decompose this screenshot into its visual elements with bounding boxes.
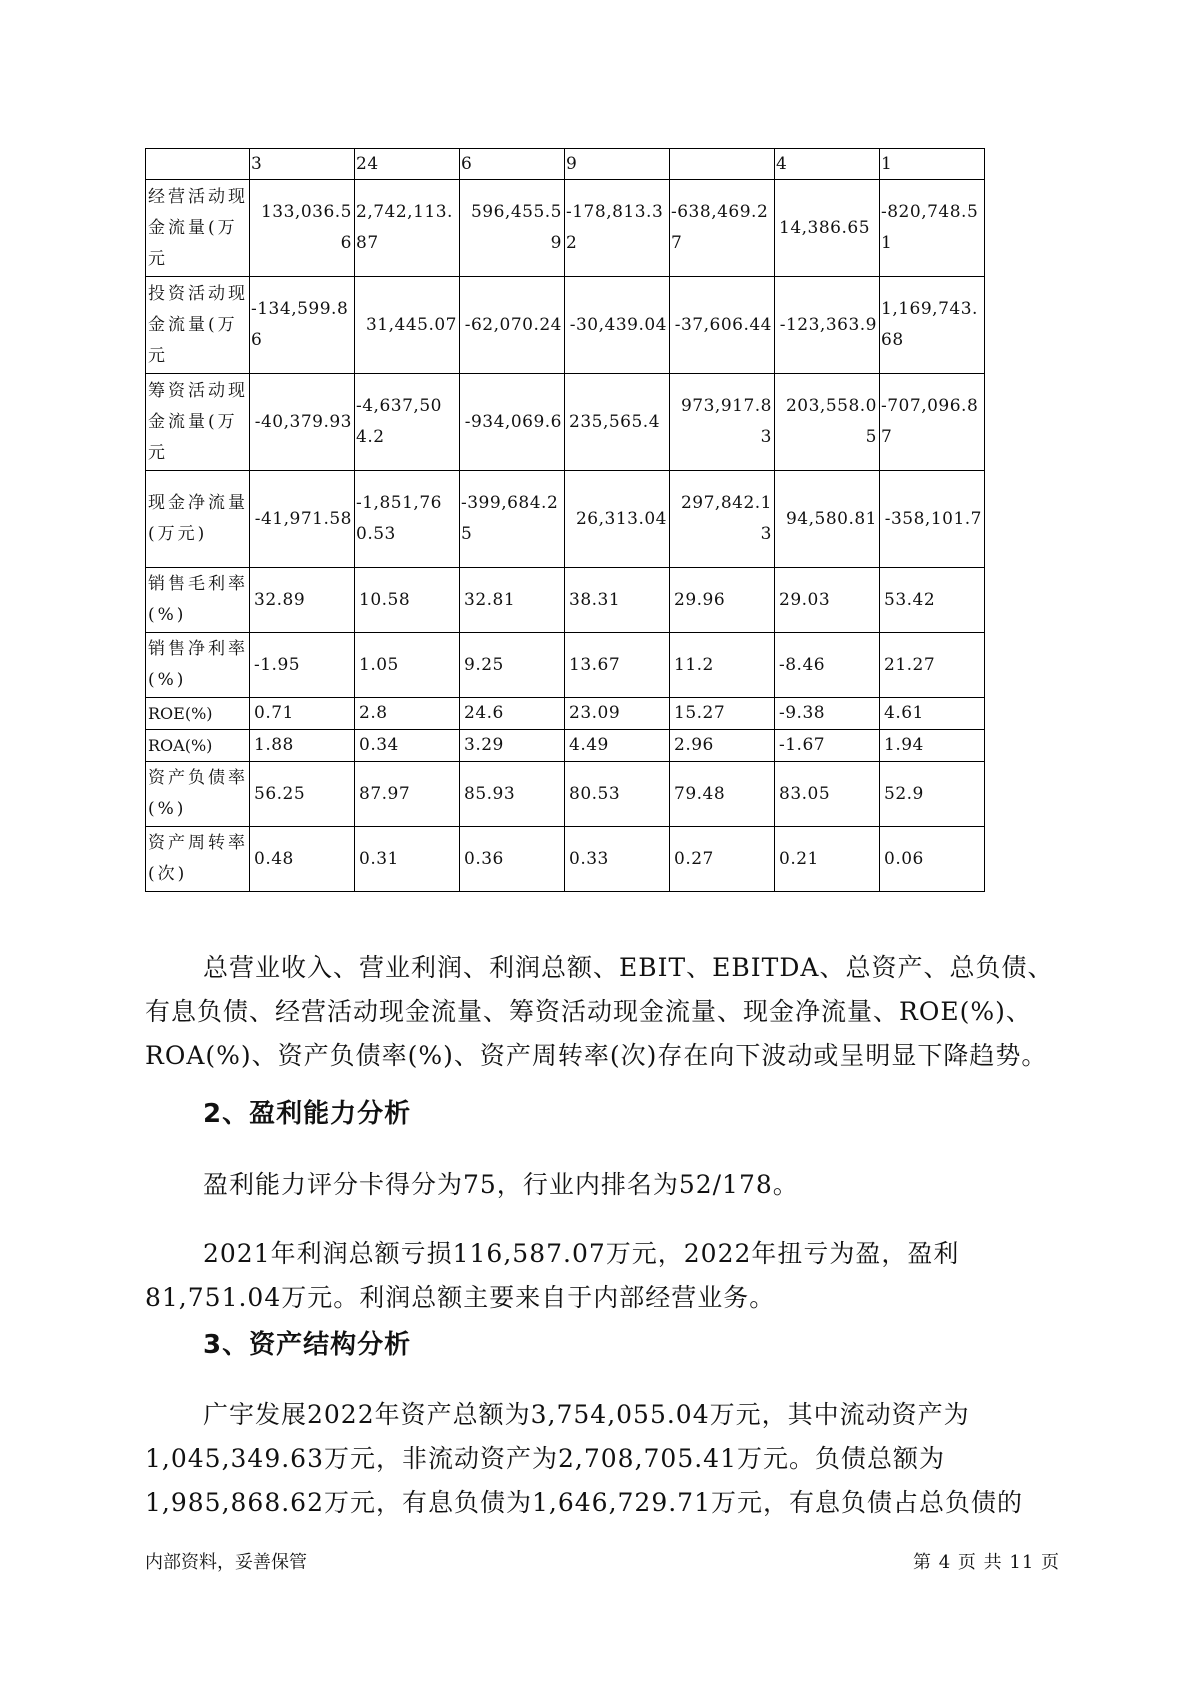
table-cell: 56.25: [250, 762, 355, 827]
table-cell: 0.21: [775, 827, 880, 892]
table-row: [146, 277, 985, 374]
section-heading-asset-structure: 3、资产结构分析: [203, 1330, 412, 1360]
table-header-cell: 4: [775, 149, 880, 180]
row-label: ROE(%): [146, 698, 250, 730]
table-cell: 26,313.04: [565, 471, 670, 568]
table-cell: 1.88: [250, 730, 355, 762]
table-cell: 53.42: [880, 568, 985, 633]
table-cell: 203,558.05: [775, 374, 880, 471]
table-cell: 29.03: [775, 568, 880, 633]
table-cell: -820,748.51: [880, 180, 985, 277]
table-cell: 1.94: [880, 730, 985, 762]
table-cell: -30,439.04: [565, 277, 670, 374]
table-cell: -123,363.9: [775, 277, 880, 374]
table-cell: 11.2: [670, 633, 775, 698]
table-cell: 38.31: [565, 568, 670, 633]
table-cell: 596,455.59: [460, 180, 565, 277]
profitability-score-text: 盈利能力评分卡得分为75，行业内排名为52/178。: [203, 1170, 799, 1199]
table-cell: 3.29: [460, 730, 565, 762]
table-cell: -1.95: [250, 633, 355, 698]
table-cell: 29.96: [670, 568, 775, 633]
table-row: [146, 698, 985, 730]
table-cell: -37,606.44: [670, 277, 775, 374]
table-row: [146, 633, 985, 698]
table-cell: 85.93: [460, 762, 565, 827]
table-cell: -40,379.93: [250, 374, 355, 471]
table-header-cell: [146, 149, 250, 180]
table-cell: 0.27: [670, 827, 775, 892]
table-cell: 297,842.13: [670, 471, 775, 568]
table-cell: 13.67: [565, 633, 670, 698]
row-label: 销售净利率(%): [146, 633, 250, 698]
table-cell: -934,069.6: [460, 374, 565, 471]
table-cell: 0.36: [460, 827, 565, 892]
table-cell: -134,599.86: [250, 277, 355, 374]
row-label: 经营活动现金流量(万元: [146, 180, 250, 277]
table-cell: 80.53: [565, 762, 670, 827]
table-header-cell: 24: [355, 149, 460, 180]
row-label: ROA(%): [146, 730, 250, 762]
table-cell: 0.48: [250, 827, 355, 892]
table-cell: 235,565.4: [565, 374, 670, 471]
table-cell: 4.49: [565, 730, 670, 762]
table-cell: 32.81: [460, 568, 565, 633]
table-header-cell: [670, 149, 775, 180]
table-cell: 133,036.56: [250, 180, 355, 277]
table-cell: 14,386.65: [775, 180, 880, 277]
trend-paragraph: [145, 946, 1065, 1078]
table-row: [146, 374, 985, 471]
row-label: 资产周转率(次): [146, 827, 250, 892]
table-cell: 4.61: [880, 698, 985, 730]
table-cell: 24.6: [460, 698, 565, 730]
table-cell: -62,070.24: [460, 277, 565, 374]
table-cell: 94,580.81: [775, 471, 880, 568]
table-cell: -707,096.87: [880, 374, 985, 471]
table-cell: -399,684.25: [460, 471, 565, 568]
table-cell: 1,169,743.68: [880, 277, 985, 374]
row-label: 筹资活动现金流量(万元: [146, 374, 250, 471]
table-cell: 21.27: [880, 633, 985, 698]
table-header-cell: 9: [565, 149, 670, 180]
table-cell: -1.67: [775, 730, 880, 762]
table-cell: 2,742,113.87: [355, 180, 460, 277]
section-heading-profitability: 2、盈利能力分析: [203, 1099, 412, 1129]
table-cell: -178,813.32: [565, 180, 670, 277]
table-cell: 32.89: [250, 568, 355, 633]
table-row: [146, 827, 985, 892]
table-cell: 9.25: [460, 633, 565, 698]
table-cell: -41,971.58: [250, 471, 355, 568]
table-header-cell: 6: [460, 149, 565, 180]
table-cell: 79.48: [670, 762, 775, 827]
table-cell: -9.38: [775, 698, 880, 730]
table-cell: -8.46: [775, 633, 880, 698]
table-cell: 0.33: [565, 827, 670, 892]
table-cell: -4,637,504.2: [355, 374, 460, 471]
table-cell: -358,101.7: [880, 471, 985, 568]
table-cell: -1,851,760.53: [355, 471, 460, 568]
footer-page-number: 第 4 页 共 11 页: [913, 1552, 1060, 1573]
table-row: [146, 730, 985, 762]
table-cell: 87.97: [355, 762, 460, 827]
table-cell: 0.34: [355, 730, 460, 762]
table-row: [146, 180, 985, 277]
footer-confidential-note: 内部资料，妥善保管: [145, 1552, 307, 1573]
profit-total-paragraph: [145, 1232, 1065, 1320]
profitability-score-paragraph: [145, 1163, 1065, 1207]
row-label: 销售毛利率(%): [146, 568, 250, 633]
row-label: 资产负债率(%): [146, 762, 250, 827]
table-cell: 23.09: [565, 698, 670, 730]
table-header-row: [146, 149, 985, 180]
trend-paragraph-text: 总营业收入、营业利润、利润总额、EBIT、EBITDA、总资产、总负债、有息负债、经营活动现金流量、筹资活动现金流量、现金净流量、ROE(%)、ROA(%)、资产负债率(%)、资产周转率(次)存在向下波动或呈明显下降趋势。: [145, 953, 1054, 1070]
table-cell: 973,917.83: [670, 374, 775, 471]
table-cell: 2.8: [355, 698, 460, 730]
table-cell: 52.9: [880, 762, 985, 827]
table-header-cell: 3: [250, 149, 355, 180]
row-label: 投资活动现金流量(万元: [146, 277, 250, 374]
asset-structure-text: 广宇发展2022年资产总额为3,754,055.04万元，其中流动资产为1,045,349.63万元，非流动资产为2,708,705.41万元。负债总额为1,985,868.62万元，有息负债为1,646,729.71万元，有息负债占总负债的: [145, 1400, 1023, 1517]
table-cell: 1.05: [355, 633, 460, 698]
row-label: 现金净流量(万元): [146, 471, 250, 568]
table-header-cell: 1: [880, 149, 985, 180]
profit-total-text: 2021年利润总额亏损116,587.07万元，2022年扭亏为盈，盈利81,751.04万元。利润总额主要来自于内部经营业务。: [145, 1239, 960, 1312]
table-row: [146, 762, 985, 827]
table-cell: 10.58: [355, 568, 460, 633]
table-cell: -638,469.27: [670, 180, 775, 277]
table-cell: 15.27: [670, 698, 775, 730]
table-cell: 2.96: [670, 730, 775, 762]
table-row: [146, 471, 985, 568]
table-row: [146, 568, 985, 633]
table-cell: 31,445.07: [355, 277, 460, 374]
table-cell: 0.06: [880, 827, 985, 892]
table-cell: 0.71: [250, 698, 355, 730]
financial-table: [145, 148, 985, 892]
asset-structure-paragraph: [145, 1393, 1065, 1525]
table-cell: 83.05: [775, 762, 880, 827]
table-cell: 0.31: [355, 827, 460, 892]
